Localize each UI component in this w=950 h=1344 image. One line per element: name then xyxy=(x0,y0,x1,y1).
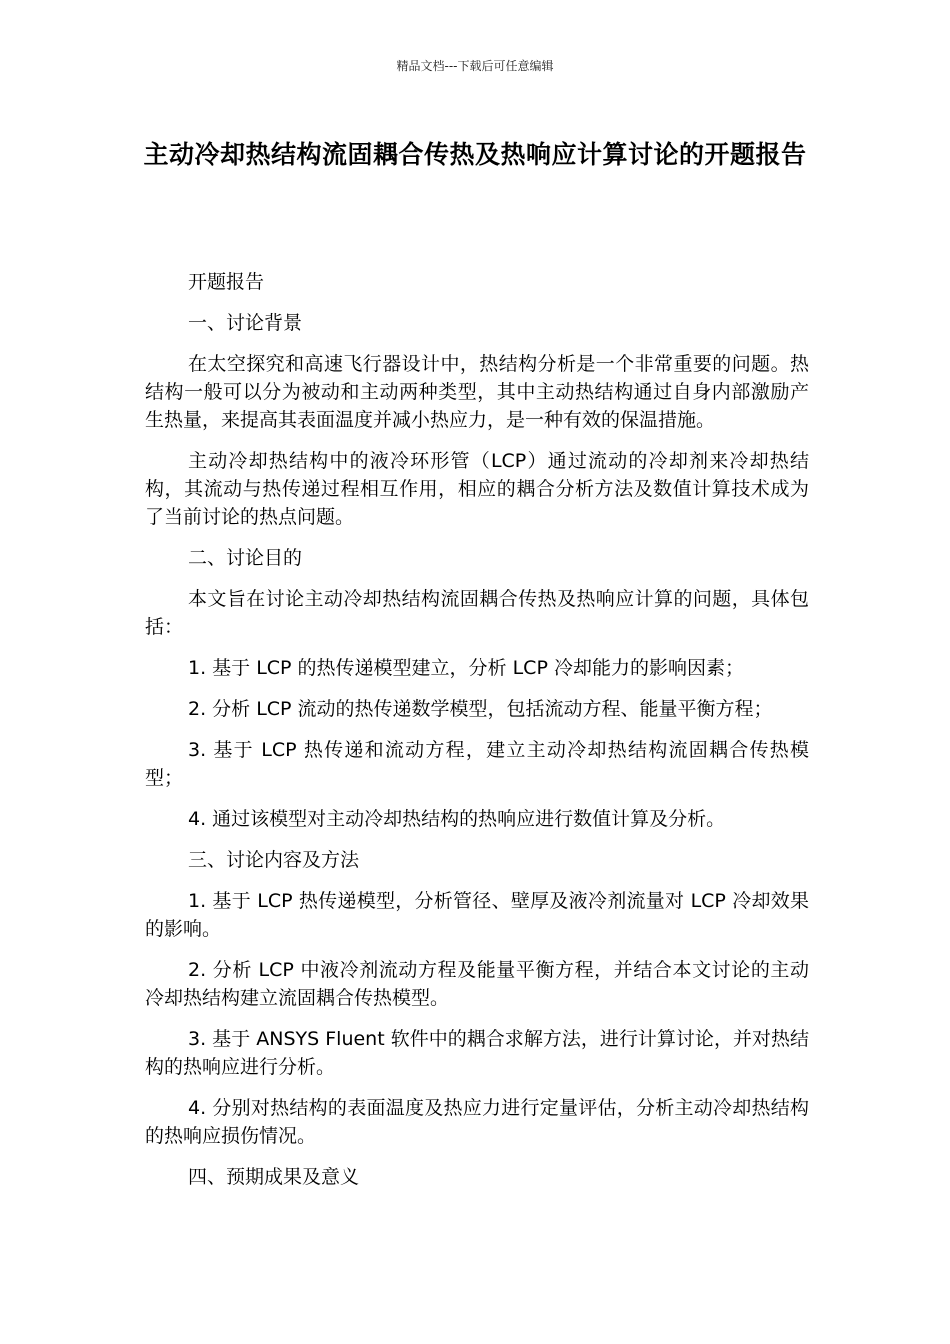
list-item-purpose-1: 1. 基于 LCP 的热传递模型建立，分析 LCP 冷却能力的影响因素； xyxy=(188,657,744,679)
list-item-purpose-4: 4. 通过该模型对主动冷却热结构的热响应进行数值计算及分析。 xyxy=(188,808,726,830)
section-heading-content-methods: 三、讨论内容及方法 xyxy=(188,849,360,871)
paragraph-background-2: 主动冷却热结构中的液冷环形管（LCP）通过流动的冷却剂来冷却热结构，其流动与热传递过程相互作用，相应的耦合分析方法及数值计算技术成为了当前讨论的热点问题。 xyxy=(145,450,809,528)
list-item-purpose-3: 3. 基于 LCP 热传递和流动方程，建立主动冷却热结构流固耦合传热模型； xyxy=(145,739,809,789)
document-body xyxy=(145,268,809,1204)
section-heading-purpose: 二、讨论目的 xyxy=(188,547,303,569)
list-item-method-3: 3. 基于 ANSYS Fluent 软件中的耦合求解方法，进行计算讨论，并对热结构的热响应进行分析。 xyxy=(145,1028,809,1078)
list-item-method-1: 1. 基于 LCP 热传递模型，分析管径、壁厚及液冷剂流量对 LCP 冷却效果的影响。 xyxy=(145,890,809,940)
section-heading-expected-results: 四、预期成果及意义 xyxy=(188,1166,360,1188)
paragraph-purpose-intro: 本文旨在讨论主动冷却热结构流固耦合传热及热响应计算的问题，具体包括： xyxy=(145,588,809,638)
header-watermark: 精品文档---下载后可任意编辑 xyxy=(396,59,554,73)
list-item-method-2: 2. 分析 LCP 中液冷剂流动方程及能量平衡方程，并结合本文讨论的主动冷却热结构建立流固耦合传热模型。 xyxy=(145,959,809,1009)
list-item-method-4: 4. 分别对热结构的表面温度及热应力进行定量评估，分析主动冷却热结构的热响应损伤情况。 xyxy=(145,1097,809,1147)
paragraph-report-label: 开题报告 xyxy=(188,271,265,293)
list-item-purpose-2: 2. 分析 LCP 流动的热传递数学模型，包括流动方程、能量平衡方程； xyxy=(188,698,773,720)
document-title: 主动冷却热结构流固耦合传热及热响应计算讨论的开题报告 xyxy=(143,140,807,169)
section-heading-background: 一、讨论背景 xyxy=(188,312,303,334)
paragraph-background-1: 在太空探究和高速飞行器设计中，热结构分析是一个非常重要的问题。热结构一般可以分为被动和主动两种类型，其中主动热结构通过自身内部激励产生热量，来提高其表面温度并减小热应力，是一种有效的保温措施。 xyxy=(145,353,809,431)
